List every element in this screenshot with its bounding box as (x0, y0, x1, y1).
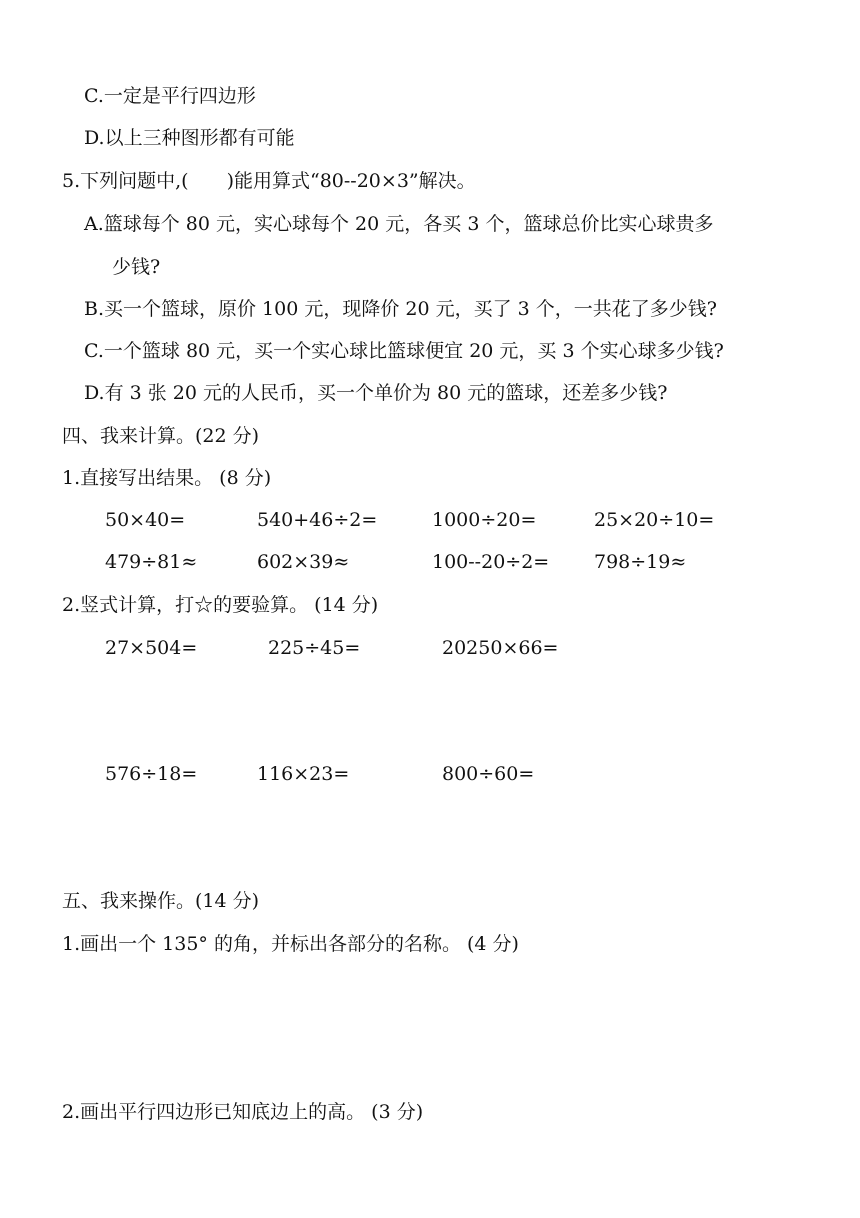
q5-option-b: B.买一个篮球，原价 100 元，现降价 20 元，买了 3 个，一共花了多少钱? (84, 298, 717, 320)
q5-option-c: C.一个篮球 80 元，买一个实心球比篮球便宜 20 元，买 3 个实心球多少钱? (84, 340, 724, 362)
oral-calc-item: 540+46÷2= (257, 509, 378, 531)
oral-calc-item: 479÷81≈ (105, 551, 198, 573)
oral-calc-item: 602×39≈ (257, 551, 350, 573)
oral-calc-item: 100--20÷2= (432, 551, 550, 573)
q4-option-d: D.以上三种图形都有可能 (84, 127, 295, 149)
written-calc-item: 800÷60= (442, 763, 535, 785)
written-calc-item: 116×23= (257, 763, 350, 785)
q5-option-a: A.篮球每个 80 元，实心球每个 20 元，各买 3 个，篮球总价比实心球贵多 (84, 213, 714, 235)
section-4-part-2-title: 2.竖式计算，打☆的要验算。 (14 分) (62, 594, 379, 616)
section-4-title: 四、我来计算。(22 分) (62, 425, 260, 447)
section-5-title: 五、我来操作。(14 分) (62, 890, 260, 912)
q4-option-c: C.一定是平行四边形 (84, 85, 256, 107)
q5-stem: 5.下列问题中,( )能用算式“80--20×3”解决。 (62, 170, 476, 192)
q5-option-d: D.有 3 张 20 元的人民币，买一个单价为 80 元的篮球，还差多少钱? (84, 382, 668, 404)
section-4-part-1-title: 1.直接写出结果。 (8 分) (62, 467, 272, 489)
written-calc-item: 576÷18= (105, 763, 198, 785)
section-5-part-1: 1.画出一个 135° 的角，并标出各部分的名称。 (4 分) (62, 933, 519, 955)
oral-calc-item: 1000÷20= (432, 509, 537, 531)
oral-calc-item: 50×40= (105, 509, 186, 531)
written-calc-item: 20250×66= (442, 637, 559, 659)
oral-calc-item: 798÷19≈ (594, 551, 687, 573)
q5-option-a-continued: 少钱? (112, 256, 161, 278)
section-5-part-2: 2.画出平行四边形已知底边上的高。 (3 分) (62, 1101, 424, 1123)
written-calc-item: 27×504= (105, 637, 198, 659)
oral-calc-item: 25×20÷10= (594, 509, 715, 531)
written-calc-item: 225÷45= (268, 637, 361, 659)
